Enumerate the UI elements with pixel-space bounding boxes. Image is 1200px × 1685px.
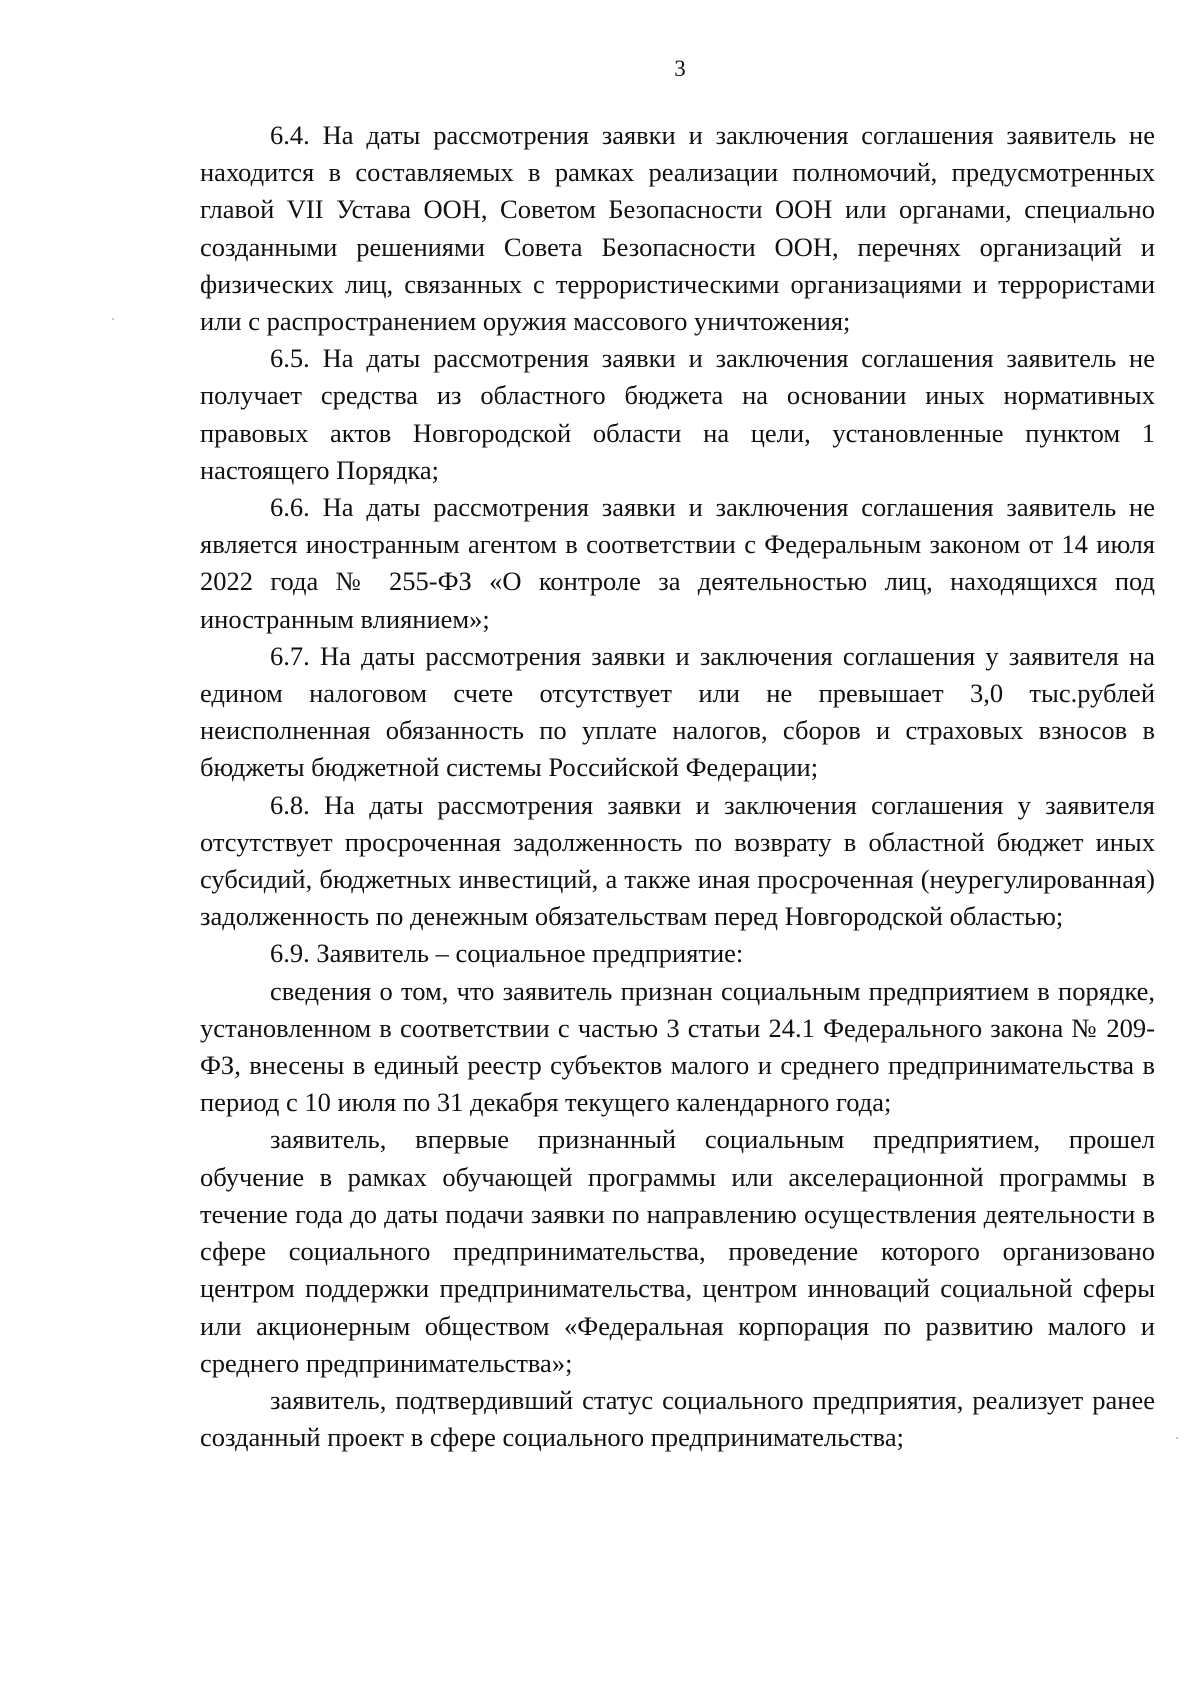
document-body — [200, 117, 1155, 1456]
paragraph-6-5: 6.5. На даты рассмотрения заявки и заключения соглашения заявитель не получает средства из областного бюджета на основании иных нормативных правовых актов Новгородской области на цели, установленные пунктом 1 настоящего Порядка; — [200, 343, 1155, 485]
paragraph-6-9-item-3: заявитель, подтвердивший статус социального предприятия, реализует ранее созданный проект в сфере социального предпринимательства; — [200, 1384, 1155, 1453]
paragraph-6-4: 6.4. На даты рассмотрения заявки и заключения соглашения заявитель не находится в составляемых в рамках реализации полномочий, предусмотренных главой VII Устава ООН, Советом Безопасности ООН или органами, специально созданными решениями Совета Безопасности ООН, перечнях организаций и физических лиц, связанных с террористическими организациями и террористами или с распространением оружия массового уничтожения; — [200, 120, 1155, 337]
paragraph-6-6: 6.6. На даты рассмотрения заявки и заключения соглашения заявитель не является иностранным агентом в соответствии с Федеральным законом от 14 июля 2022 года № 255-ФЗ «О контроле за деятельностью лиц, находящихся под иностранным влиянием»; — [200, 492, 1155, 634]
paragraph-6-9-item-2: заявитель, впервые признанный социальным предприятием, прошел обучение в рамках обучающей программы или акселерационной программы в течение года до даты подачи заявки по направлению осуществления деятельности в сфере социального предпринимательства, проведение которого организовано центром поддержки предпринимательства, центром инноваций социальной сферы или акционерным обществом «Федеральная корпорация по развитию малого и среднего предпринимательства»; — [200, 1124, 1155, 1378]
paragraph-6-8: 6.8. На даты рассмотрения заявки и заключения соглашения у заявителя отсутствует просроченная задолженность по возврату в областной бюджет иных субсидий, бюджетных инвестиций, а также иная просроченная (неурегулированная) задолженность по денежным обязательствам перед Новгородской областью; — [200, 789, 1155, 932]
scan-artifact — [112, 318, 114, 320]
paragraph-6-7: 6.7. На даты рассмотрения заявки и заключения соглашения у заявителя на едином налоговом счете отсутствует или не превышает 3,0 тыс.рублей неисполненная обязанность по уплате налогов, сборов и страховых взносов в бюджеты бюджетной системы Российской Федерации; — [200, 640, 1155, 783]
paragraph-6-9-item-1: сведения о том, что заявитель признан социальным предприятием в порядке, установленном в соответствии с частью 3 статьи 24.1 Федерального закона № 209-ФЗ, внесены в единый реестр субъектов малого и среднего предпринимательства в период с 10 июля по 31 декабря текущего календарного года; — [200, 975, 1155, 1118]
paragraph-6-9: 6.9. Заявитель – социальное предприятие: — [270, 938, 744, 969]
scan-artifact — [1176, 1437, 1178, 1439]
page-number: 3 — [674, 56, 686, 81]
